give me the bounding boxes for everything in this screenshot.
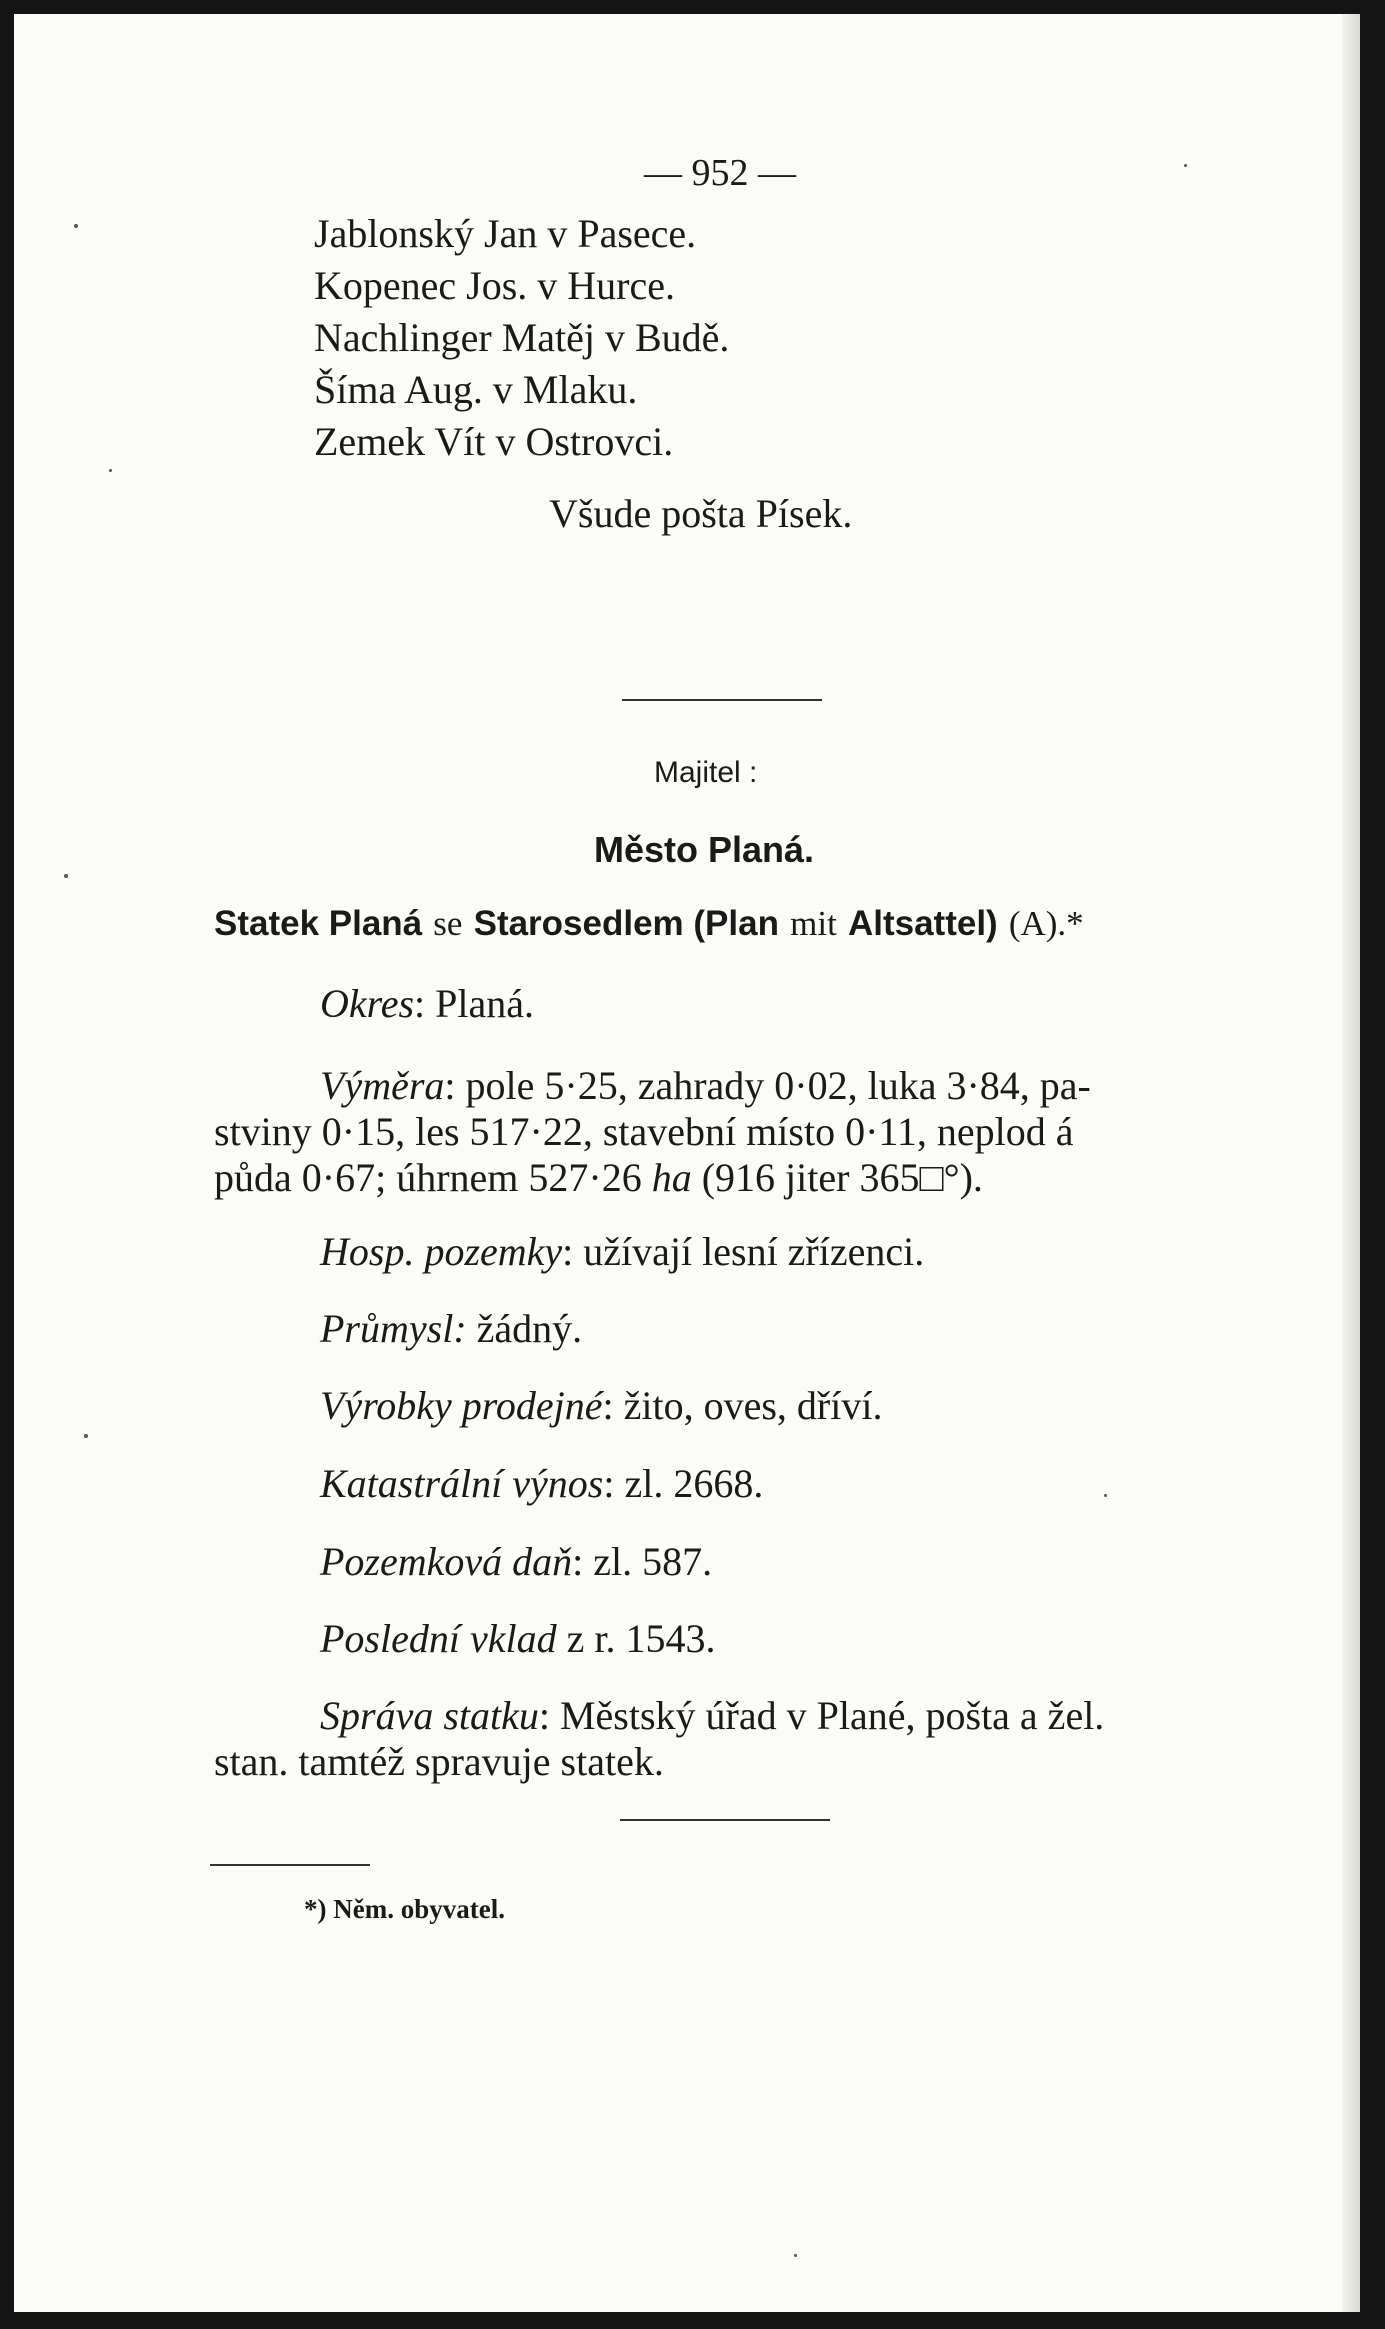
land-tax-line: [320, 1539, 713, 1584]
administration-label: Správa statku: [320, 1693, 539, 1738]
land-tax-label: Pozemková daň: [320, 1539, 573, 1584]
cadastral-yield-value: : zl. 2668.: [603, 1461, 764, 1506]
district-label: Okres: [320, 981, 415, 1026]
person-line-5: Zemek Vít v Ostrovci.: [314, 419, 674, 464]
last-deposit-label: Poslední vklad: [320, 1616, 557, 1661]
administration-line-2: stan. tamtéž spravuje statek.: [214, 1739, 664, 1784]
estate-joiner-2: mit: [790, 904, 837, 943]
area-line-2: stviny 0·15, les 517·22, stavební místo 0·11, neplod á: [214, 1109, 1074, 1154]
scan-speck: [109, 469, 112, 472]
scan-speck: [1104, 1494, 1107, 1497]
estate-joiner-1: se: [433, 904, 463, 943]
person-line-1: Jablonský Jan v Pasece.: [314, 211, 697, 256]
page-number: — 952 —: [644, 152, 796, 194]
district-value: : Planá.: [414, 981, 535, 1026]
industry-line: [320, 1306, 583, 1351]
owner-label: Majitel :: [654, 756, 758, 789]
area-label: Výměra: [320, 1063, 445, 1108]
estate-name-3: Altsattel): [847, 904, 998, 943]
scan-speck: [74, 224, 78, 228]
person-line-4: Šíma Aug. v Mlaku.: [314, 367, 638, 412]
scan-speck: [64, 874, 68, 878]
area-line-3: [214, 1155, 983, 1200]
person-line-2: Kopenec Jos. v Hurce.: [314, 263, 675, 308]
separator-rule-top: [622, 699, 822, 701]
scan-speck: [1184, 164, 1187, 167]
cadastral-yield-label: Katastrální výnos: [320, 1461, 604, 1506]
footnote-rule: [210, 1864, 370, 1866]
book-page: [14, 14, 1360, 2312]
land-label: Hosp. pozemky: [320, 1229, 563, 1274]
page-edge-shadow: [1342, 14, 1360, 2312]
post-note: Všude pošta Písek.: [549, 491, 853, 536]
area-text-3b: (916 jiter 365□°).: [701, 1155, 983, 1200]
area-line-1: [320, 1063, 1091, 1108]
products-line: [320, 1383, 883, 1428]
area-unit: ha: [651, 1155, 692, 1200]
administration-text-1: : Městský úřad v Plané, pošta a žel.: [538, 1693, 1105, 1738]
district-line: [320, 981, 535, 1026]
estate-suffix: (A).*: [1008, 904, 1084, 943]
footnote: *) Něm. obyvatel.: [304, 1894, 505, 1924]
land-line: [320, 1229, 925, 1274]
estate-name-2: Starosedlem (Plan: [473, 904, 779, 943]
land-tax-value: : zl. 587.: [572, 1539, 713, 1584]
cadastral-yield-line: [320, 1461, 764, 1506]
scan-speck: [84, 1434, 88, 1438]
estate-name-1: Statek Planá: [214, 904, 423, 943]
industry-label: Průmysl:: [320, 1306, 467, 1351]
area-text-1: : pole 5·25, zahrady 0·02, luka 3·84, pa-: [444, 1063, 1091, 1108]
person-line-3: Nachlinger Matěj v Budě.: [314, 315, 730, 360]
products-value: : žito, oves, dříví.: [602, 1383, 883, 1428]
owner-name: Město Planá.: [594, 829, 815, 870]
products-label: Výrobky prodejné: [320, 1383, 603, 1428]
land-value: : užívají lesní zřízenci.: [562, 1229, 925, 1274]
scan-speck: [794, 2254, 797, 2257]
last-deposit-line: [320, 1616, 716, 1661]
industry-value: žádný.: [476, 1306, 583, 1351]
last-deposit-value: z r. 1543.: [566, 1616, 716, 1661]
estate-heading: [214, 904, 1084, 944]
area-text-3a: půda 0·67; úhrnem 527·26: [214, 1155, 642, 1200]
separator-rule-bottom: [620, 1819, 830, 1821]
administration-line-1: [320, 1693, 1105, 1738]
